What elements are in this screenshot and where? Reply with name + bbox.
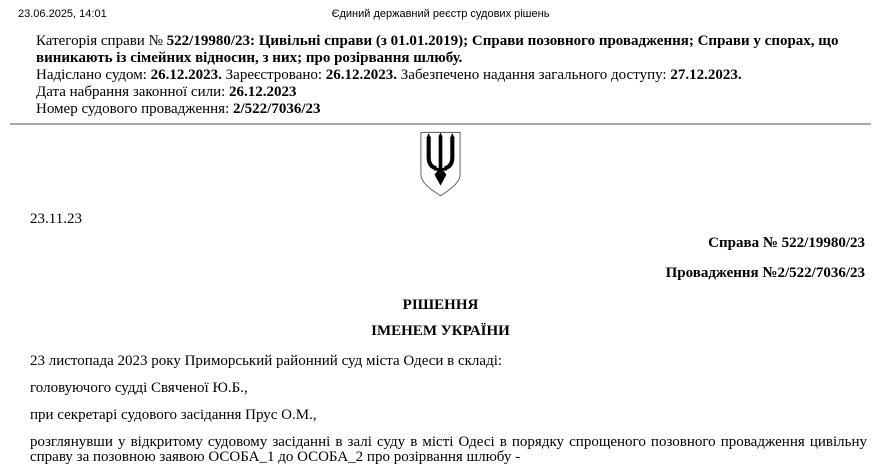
decision-subtitle: ІМЕНЕМ УКРАЇНИ <box>371 323 510 339</box>
registered-date: 26.12.2023. <box>325 67 398 83</box>
effective-date-line <box>36 84 861 101</box>
effective-date: 26.12.2023 <box>229 84 297 100</box>
case-number: Справа № 522/19980/23 <box>708 235 865 251</box>
paragraph-court-composition: 23 листопада 2023 року Приморський районний суд міста Одеси в складі: <box>30 353 503 369</box>
access-label: Забезпечено надання загального доступу: <box>400 67 667 83</box>
decision-headings <box>0 298 881 339</box>
print-header <box>0 0 881 22</box>
registry-title: Єдиний державний реєстр судових рішень <box>331 8 550 20</box>
paragraph-secretary: при секретарі судового засідання Прус О.М., <box>30 407 317 423</box>
proceeding-number-line <box>36 101 861 118</box>
case-category-label: Категорія справи № <box>36 33 163 49</box>
print-datetime: 23.06.2025, 14:01 <box>18 8 107 20</box>
case-metadata <box>36 33 861 118</box>
proceeding-reference: Провадження №2/522/7036/23 <box>665 265 865 281</box>
access-date: 27.12.2023. <box>670 67 742 83</box>
decision-body <box>30 354 867 465</box>
sent-label: Надіслано судом: <box>36 67 147 83</box>
paragraph-presiding-judge: головуючого судді Свяченої Ю.Б., <box>30 380 248 396</box>
case-references <box>0 236 865 281</box>
sent-date: 26.12.2023. <box>150 67 222 83</box>
effective-label: Дата набрання законної сили: <box>36 84 226 100</box>
decision-date: 23.11.23 <box>30 211 82 227</box>
emblem-container <box>0 131 881 197</box>
paragraph-case-summary: розглянувши у відкритому судовому засіданні в залі суду в місті Одесі в порядку спрощеного позовного провадження цивільну справу за позовною заявою ОСОБА_1 до ОСОБА_2 про розірвання шлюбу - <box>30 434 867 465</box>
registered-label: Зареєстровано: <box>225 67 323 83</box>
proceeding-number: 2/522/7036/23 <box>233 101 321 117</box>
decision-title: РІШЕННЯ <box>402 297 479 313</box>
proceeding-label: Номер судового провадження: <box>36 101 230 117</box>
case-category-value: 522/19980/23: Цивільні справи (з 01.01.2019); Справи позовного провадження; Справи у спорах, що виникають із сімейних відносин, з них; про розірвання шлюбу. <box>36 33 839 66</box>
case-category-line <box>36 33 861 67</box>
ukraine-trident-emblem-icon <box>417 131 464 197</box>
case-dates-line <box>36 67 861 84</box>
header-divider <box>10 123 871 125</box>
